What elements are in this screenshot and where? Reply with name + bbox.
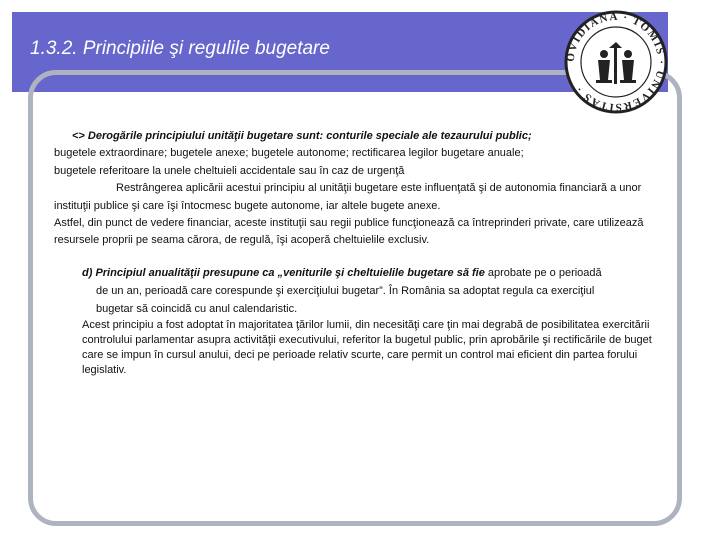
principle-d-line2: de un an, perioadă care corespunde şi exerciţiului bugetar”. În România sa adoptat regula ca exerciţiul <box>96 284 595 297</box>
principle-d-block <box>54 264 674 318</box>
paragraph-derogations-intro: <> Derogările principiului unităţii bugetare sunt: conturile speciale ale tezaurului public; <box>72 130 532 142</box>
svg-text:OVIDIANA · TOMIS · UNIVERSITAS: OVIDIANA · TOMIS · UNIVERSITAS · <box>564 10 668 114</box>
principle-d-line3: bugetar să coincidă cu anul calendaristic. <box>96 302 298 315</box>
university-seal-logo <box>562 8 670 116</box>
paragraph-public-institutions: Astfel, din punct de vedere financiar, aceste instituţii sau regii publice funcţionează ca întreprinderi private, care utilizează resursele proprii pe seama cărora, de regulă, îşi acoperă cheltuielile exclusiv. <box>54 217 644 247</box>
slide-title: 1.3.2. Principiile şi regulile bugetare <box>30 38 330 59</box>
principle-d-rest: aprobate pe o perioadă <box>484 266 602 279</box>
content-body <box>54 128 674 379</box>
paragraph-financial-autonomy: Restrângerea aplicării acestui principiu al unităţii bugetare este influenţată şi de autonomia financiară a unor instituţii publice şi care îşi întocmesc bugete autonome, iar altele bugete anexe. <box>54 182 642 212</box>
principle-d-bold: d) Principiul anualităţii presupune ca „veniturile şi cheltuielile bugetare să fie <box>82 266 485 279</box>
principle-d-line1 <box>82 264 674 282</box>
paragraph-annuality-adoption: Acest principiu a fost adoptat în majoritatea ţărilor lumii, din necesităţi care ţin mai degrabă de posibilitatea exercitării controlului parlamentar asupra activităţii executivului, referitor la bugetul public, prin aprobările şi rectificările de buget care se impun în cursul anului, deci pe perioade relativ scurte, care permit un control mai eficient din partea forului legislativ. <box>82 318 652 377</box>
paragraph-derogations-line3: bugetele referitoare la unele cheltuieli accidentale sau în caz de urgenţă <box>54 164 405 177</box>
paragraph-derogations-line2: bugetele extraordinare; bugetele anexe; bugetele autonome; rectificarea legilor bugetare anuale; <box>54 147 524 160</box>
